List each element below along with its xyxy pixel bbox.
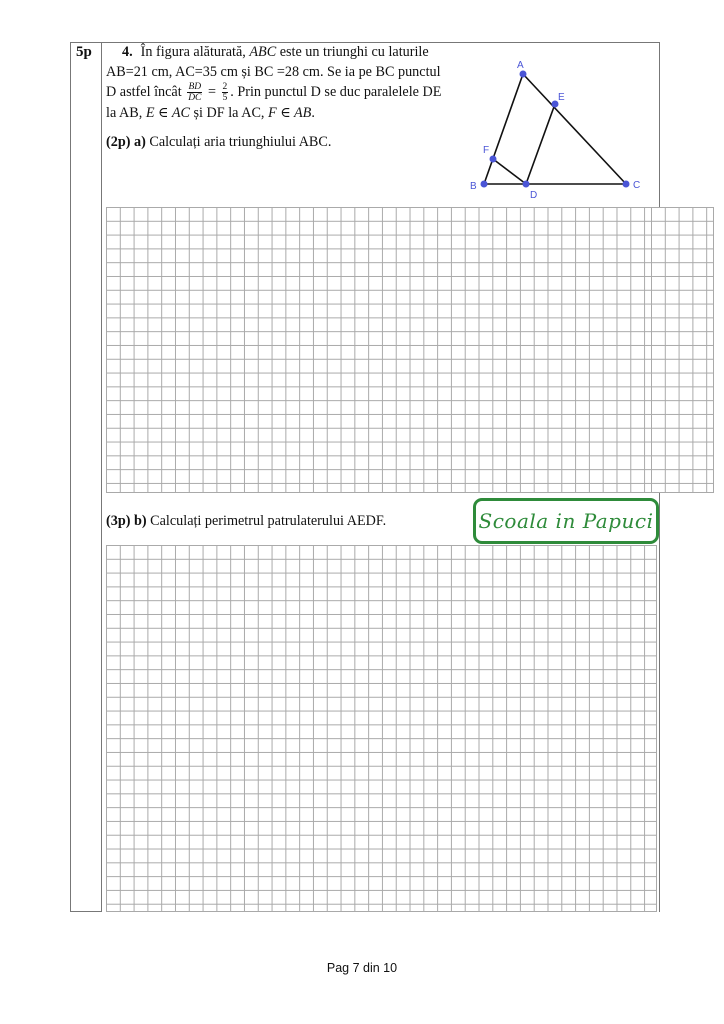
e-in-ac: E ∈ AC bbox=[145, 105, 190, 122]
answer-grid-b[interactable] bbox=[106, 545, 657, 912]
fraction-bd-dc: $\frac{BD}{DC}$ bbox=[188, 82, 202, 104]
frame-bottom bbox=[70, 911, 102, 912]
segment-de bbox=[526, 104, 555, 184]
part-b-prompt: (3p) b) Calculați perimetrul patrulaterului AEDF. bbox=[106, 513, 387, 529]
point-c bbox=[623, 181, 630, 188]
triangle-figure bbox=[462, 52, 652, 202]
stamp-logo: Scoala in Papuci bbox=[473, 498, 659, 544]
frame-points-divider bbox=[101, 42, 102, 912]
segment-ac bbox=[523, 74, 626, 184]
point-f bbox=[490, 156, 497, 163]
label-f: F bbox=[483, 145, 490, 156]
fraction-2-5: $\frac{2}{5}$ bbox=[222, 82, 228, 104]
frame-left bbox=[70, 42, 71, 912]
f-in-ab: F ∈ AB bbox=[268, 105, 312, 122]
label-a: A bbox=[517, 60, 524, 71]
answer-grid-a-margin bbox=[651, 207, 714, 493]
problem-number: 4. bbox=[122, 44, 133, 60]
point-a bbox=[520, 71, 527, 78]
page-number: Pag 7 din 10 bbox=[326, 961, 398, 975]
answer-grid-a[interactable] bbox=[106, 207, 661, 493]
label-c: C bbox=[633, 180, 641, 191]
triangle-symbol: ABC bbox=[249, 44, 277, 60]
label-e: E bbox=[558, 92, 565, 103]
point-d bbox=[523, 181, 530, 188]
label-d: D bbox=[530, 190, 538, 201]
point-b bbox=[481, 181, 488, 188]
label-b: B bbox=[470, 181, 477, 192]
problem-statement: 4. În figura alăturată, ABC este un triunghi cu laturile AB=21 cm, AC=35 cm și BC =28 cm. Se ia pe BC punctul D astfel încât $\frac{BD}{DC}$ = $\frac{2}{5}$ . Prin punctul D se duc paralelele DE la AB, E ∈ AC și DF la AC, F ∈ AB. bbox=[106, 44, 442, 122]
part-a-prompt: (2p) a) Calculați aria triunghiului ABC. bbox=[106, 134, 332, 150]
segment-df bbox=[493, 159, 526, 184]
points-total: 5p bbox=[76, 44, 92, 60]
